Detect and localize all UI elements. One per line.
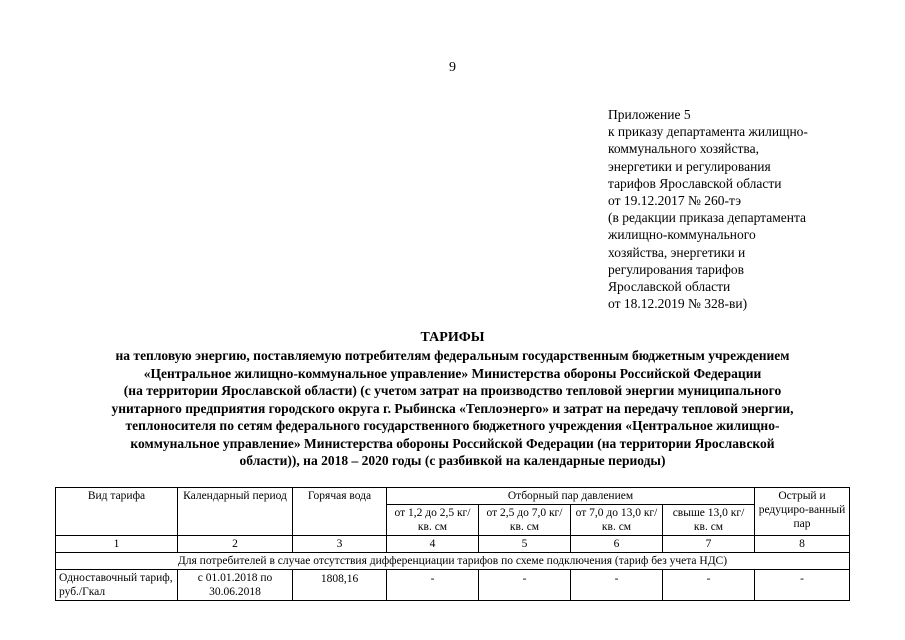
section-caption-row — [56, 553, 850, 570]
subtitle-line: коммунальное управление» Министерства обороны Российской Федерации (на территории Ярославской — [130, 435, 775, 451]
table-header-row — [56, 488, 850, 505]
header-tariff-type: Вид тарифа — [56, 488, 178, 536]
table-row — [56, 570, 850, 601]
header-steam-1: от 1,2 до 2,5 кг/ кв. см — [387, 505, 479, 536]
column-number-row — [56, 536, 850, 553]
column-number: 6 — [571, 536, 663, 553]
appendix-line: энергетики и регулирования — [608, 158, 771, 174]
appendix-line: от 19.12.2017 № 260-тэ — [608, 193, 742, 209]
appendix-line: к приказу департамента жилищно- — [608, 124, 808, 140]
page-number: 9 — [449, 60, 456, 75]
column-number: 1 — [56, 536, 178, 553]
column-number: 8 — [755, 536, 850, 553]
appendix-line: хозяйства, энергетики и — [608, 244, 746, 260]
header-steam-2: от 2,5 до 7,0 кг/ кв. см — [479, 505, 571, 536]
appendix-line: жилищно-коммунального — [608, 227, 756, 243]
subtitle-line: области)), на 2018 – 2020 годы (с разбивкой на календарные периоды) — [239, 453, 666, 468]
appendix-line: Приложение 5 — [608, 107, 691, 122]
column-number: 4 — [387, 536, 479, 553]
header-steam-3: от 7,0 до 13,0 кг/ кв. см — [571, 505, 663, 536]
subtitle-line: на тепловую энергию, поставляемую потребителям федеральным государственным бюджетным учреждением — [115, 348, 790, 363]
subtitle-line: теплоносителя по сетям федерального государственного бюджетного учреждения «Центральное жилищно- — [125, 418, 780, 433]
header-hot-water: Горячая вода — [293, 488, 387, 536]
subtitle-line: «Центральное жилищно-коммунальное управление» Министерства обороны Российской Федерации — [143, 365, 762, 381]
cell-sharp-steam: - — [755, 570, 850, 601]
appendix-line: Ярославской области — [608, 279, 731, 295]
document-subtitle — [0, 347, 905, 470]
appendix-line: регулирования тарифов — [608, 261, 745, 277]
header-period: Календарный период — [178, 488, 293, 536]
subtitle-line: (на территории Ярославской области) (с учетом затрат на производство тепловой энергии муниципального — [123, 383, 782, 398]
cell-steam-2: - — [479, 570, 571, 601]
document-title: ТАРИФЫ — [420, 330, 485, 345]
column-number: 3 — [293, 536, 387, 553]
cell-steam-1: - — [387, 570, 479, 601]
cell-hot-water: 1808,16 — [293, 570, 387, 601]
subtitle-line: унитарного предприятия городского округа г. Рыбинска «Теплоэнерго» и затрат на передачу тепловой энергии, — [111, 400, 794, 416]
appendix-line: коммунального хозяйства, — [608, 141, 759, 157]
appendix-block — [608, 106, 868, 312]
header-sharp-steam: Острый и редуциро-ванный пар — [755, 488, 850, 536]
section-caption: Для потребителей в случае отсутствия дифференциации тарифов по схеме подключения (тариф без учета НДС) — [56, 553, 850, 570]
appendix-line: от 18.12.2019 № 328-ви) — [608, 296, 748, 312]
cell-tariff-type: Одноставочный тариф, руб./Гкал — [56, 570, 178, 601]
appendix-line: тарифов Ярославской области — [608, 175, 782, 191]
cell-period: с 01.01.2018 по 30.06.2018 — [178, 570, 293, 601]
column-number: 7 — [663, 536, 755, 553]
appendix-line: (в редакции приказа департамента — [608, 210, 807, 226]
header-steam-4: свыше 13,0 кг/ кв. см — [663, 505, 755, 536]
header-steam-group: Отборный пар давлением — [387, 488, 755, 505]
column-number: 2 — [178, 536, 293, 553]
tariffs-table — [55, 487, 850, 601]
column-number: 5 — [479, 536, 571, 553]
cell-steam-3: - — [571, 570, 663, 601]
cell-steam-4: - — [663, 570, 755, 601]
